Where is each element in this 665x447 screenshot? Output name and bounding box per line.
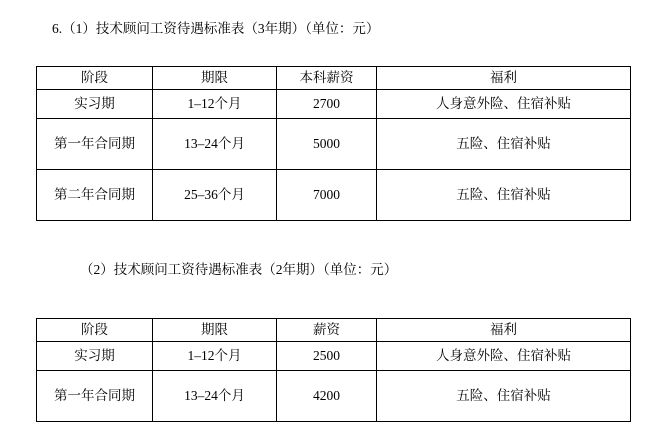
- column-header-benefit: 福利: [377, 67, 631, 90]
- cell-benefit: 五险、住宿补贴: [377, 371, 631, 422]
- cell-salary: 5000: [277, 119, 377, 170]
- table-row: [37, 170, 631, 221]
- cell-term: 13–24个月: [153, 371, 277, 422]
- column-header-salary: 薪资: [277, 319, 377, 342]
- cell-benefit: 五险、住宿补贴: [377, 119, 631, 170]
- cell-benefit: 人身意外险、住宿补贴: [377, 342, 631, 371]
- table-row: [37, 119, 631, 170]
- cell-term: 1–12个月: [153, 342, 277, 371]
- column-header-stage: 阶段: [37, 67, 153, 90]
- cell-stage: 第二年合同期: [37, 170, 153, 221]
- column-header-term: 期限: [153, 319, 277, 342]
- column-header-stage: 阶段: [37, 319, 153, 342]
- cell-stage: 第一年合同期: [37, 119, 153, 170]
- wage-table-2-year: [36, 318, 631, 422]
- cell-stage: 实习期: [37, 342, 153, 371]
- cell-salary: 4200: [277, 371, 377, 422]
- cell-salary: 7000: [277, 170, 377, 221]
- cell-stage: 第一年合同期: [37, 371, 153, 422]
- section-2-heading: （2）技术顾问工资待遇标准表（2年期）（单位：元）: [80, 262, 398, 277]
- column-header-term: 期限: [153, 67, 277, 90]
- column-header-salary: 本科薪资: [277, 67, 377, 90]
- table-header-row: [37, 319, 631, 342]
- cell-benefit: 五险、住宿补贴: [377, 170, 631, 221]
- table-header-row: [37, 67, 631, 90]
- cell-term: 25–36个月: [153, 170, 277, 221]
- cell-term: 13–24个月: [153, 119, 277, 170]
- column-header-benefit: 福利: [377, 319, 631, 342]
- cell-benefit: 人身意外险、住宿补贴: [377, 90, 631, 119]
- table-row: [37, 371, 631, 422]
- cell-salary: 2500: [277, 342, 377, 371]
- cell-stage: 实习期: [37, 90, 153, 119]
- cell-salary: 2700: [277, 90, 377, 119]
- wage-table-3-year: [36, 66, 631, 221]
- table-row: [37, 90, 631, 119]
- table-row: [37, 342, 631, 371]
- cell-term: 1–12个月: [153, 90, 277, 119]
- section-1-heading: 6.（1）技术顾问工资待遇标准表（3年期）（单位：元）: [52, 21, 380, 36]
